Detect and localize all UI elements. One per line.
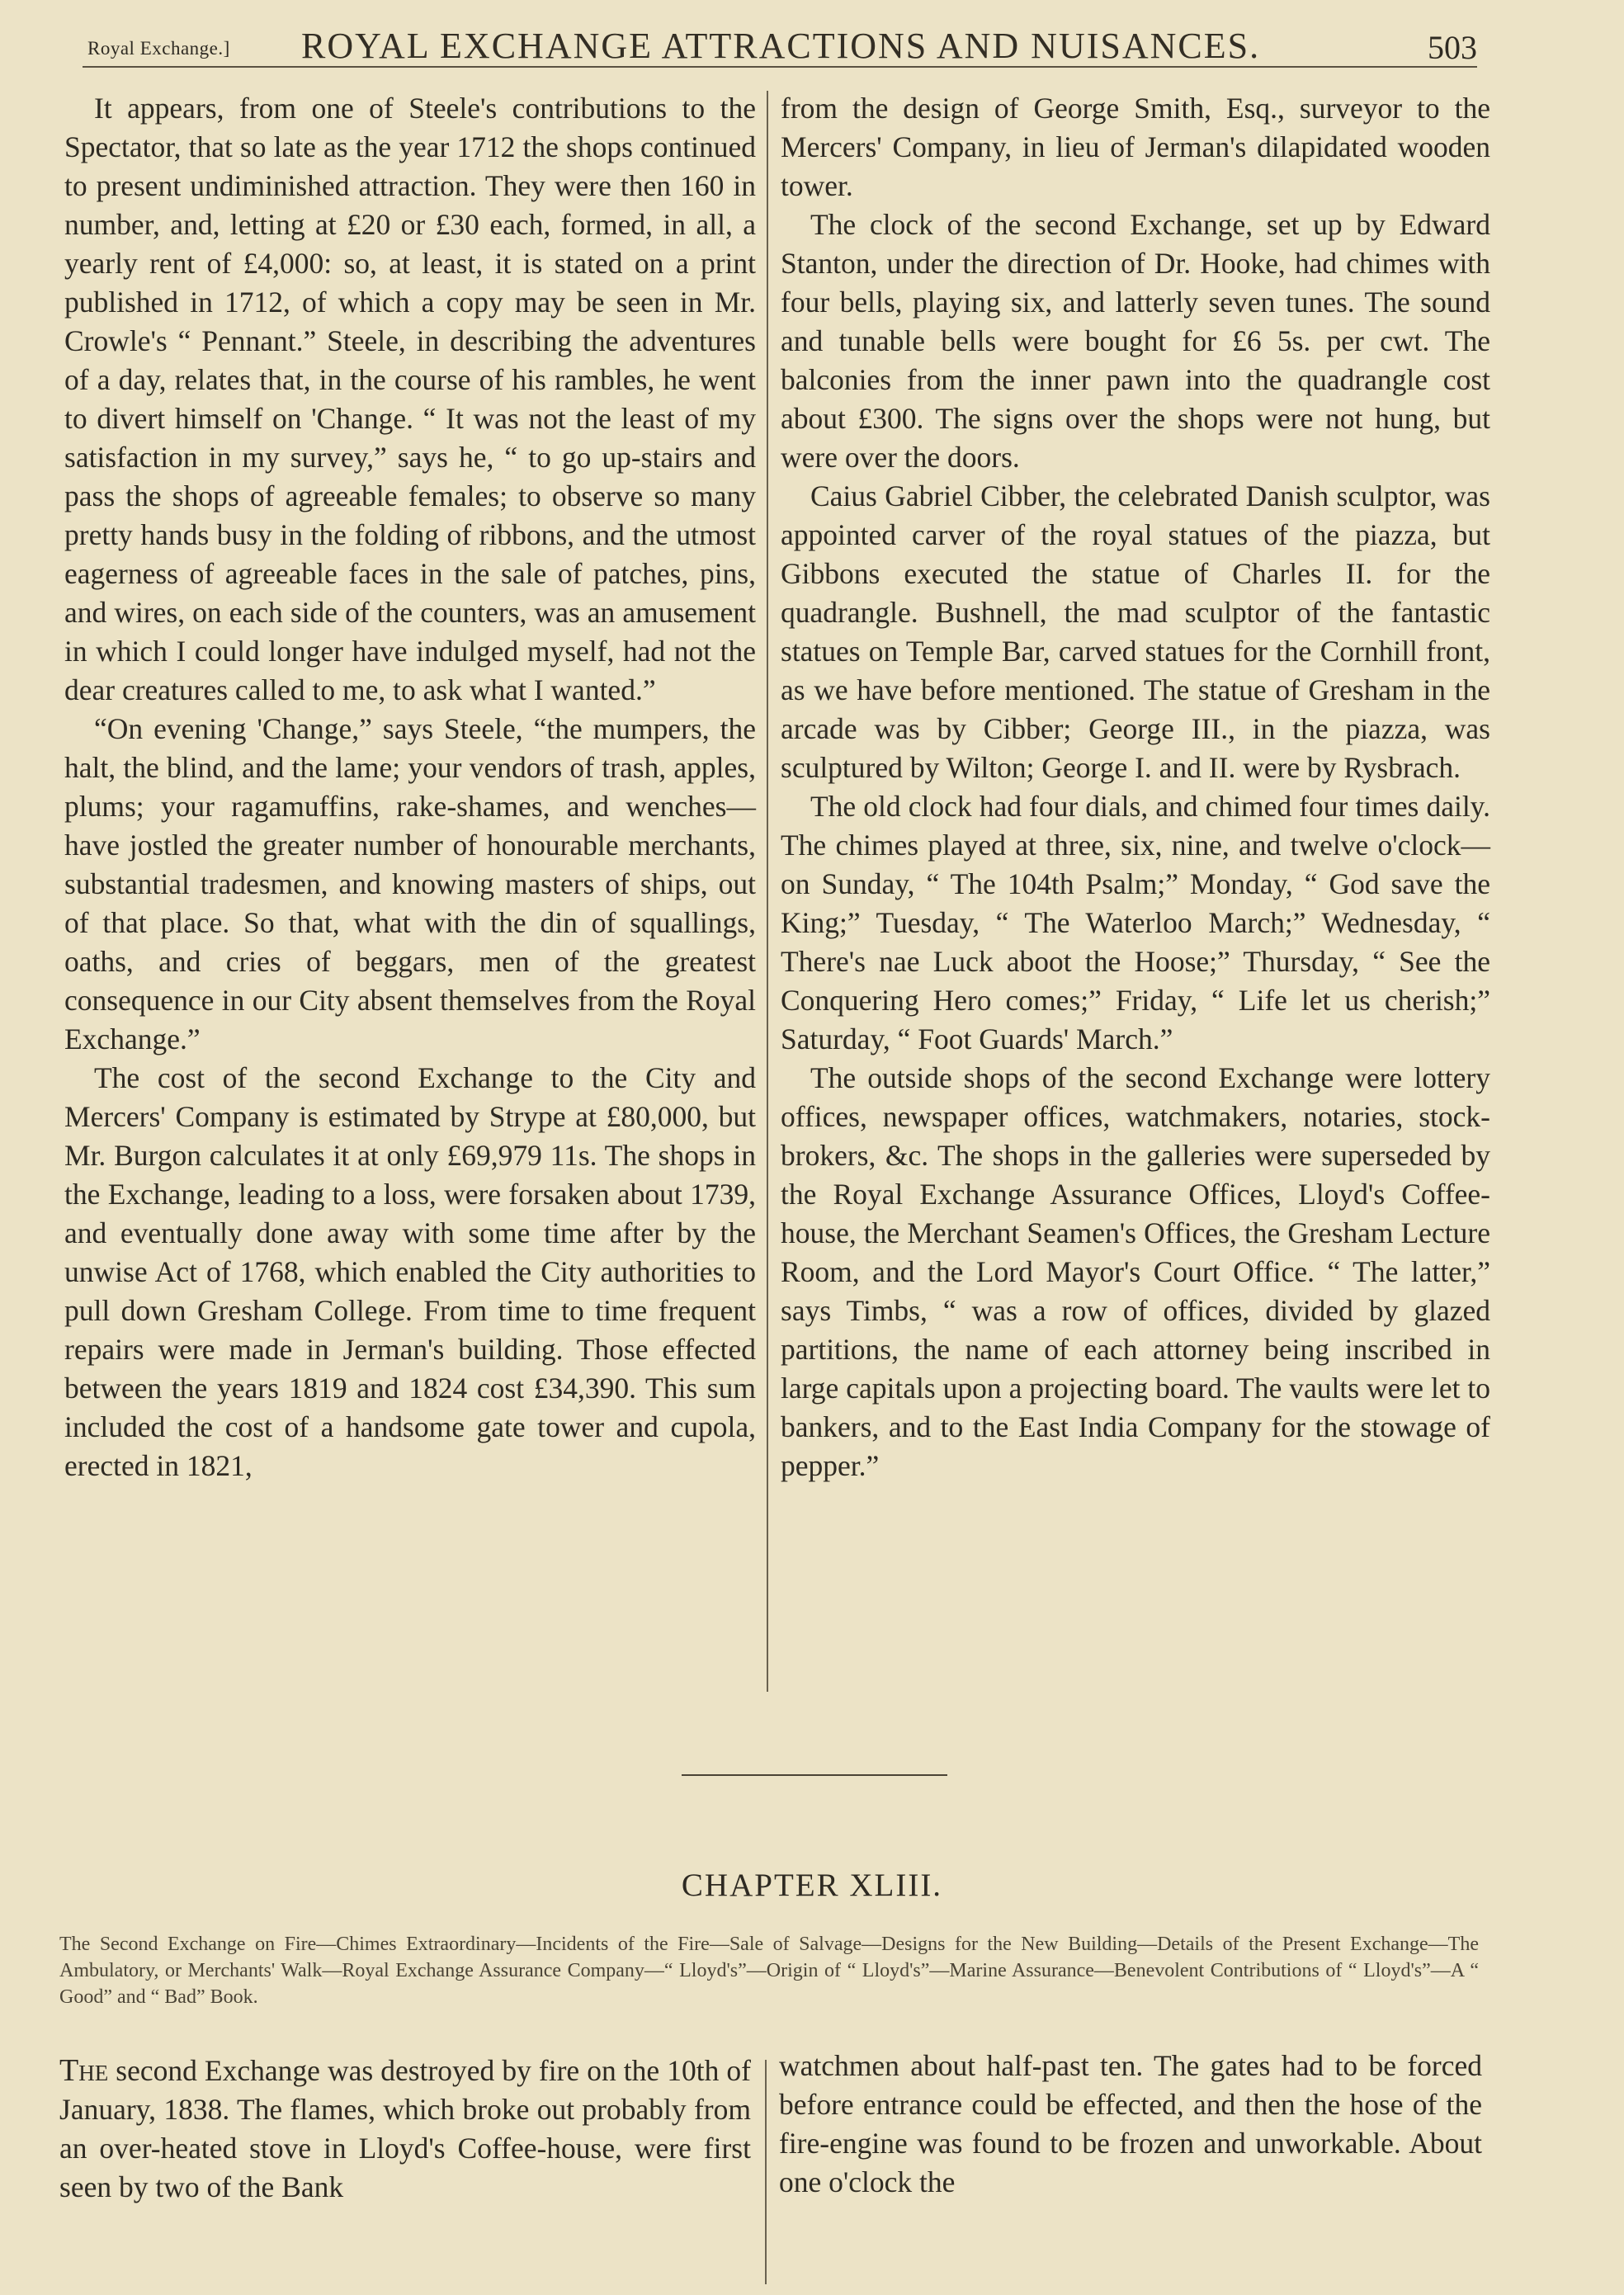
- paragraph: It appears, from one of Steele's contributions to the Spectator, that so late as the year 1712 the shops continued to present undiminished attraction. They were then 160 in number, and, letting at £20 or £30 each, formed, in all, a yearly rent of £4,000: so, at least, it is stated on a print published in 1712, of which a copy may be seen in Mr. Crowle's “ Pennant.” Steele, in describing the adventures of a day, relates that, in the course of his rambles, he went to divert himself on 'Change. “ It was not the least of my satisfaction in my survey,” says he, “ to go up-stairs and pass the shops of agreeable females; to observe so many pretty hands busy in the folding of ribbons, and the utmost eagerness of agreeable faces in the sale of patches, pins, and wires, on each side of the counters, was an amusement in which I could longer have indulged myself, had not the dear creatures called to me, to ask what I wanted.”: [64, 92, 756, 706]
- paragraph: The outside shops of the second Exchange were lottery offices, newspaper offices, watchmakers, notaries, stock-brokers, &c. The shops in the galleries were superseded by the Royal Exchange Assurance Offices, Lloyd's Coffee-house, the Merchant Seamen's Offices, the Gresham Lecture Room, and the Lord Mayor's Court Office. “ The latter,” says Timbs, “ was a row of offices, divided by glazed partitions, the name of each attorney being inscribed in large capitals upon a projecting board. The vaults were let to bankers, and to the East India Company for the stowage of pepper.”: [781, 1061, 1490, 1482]
- page-number: 503: [1428, 29, 1477, 66]
- paragraph: watchmen about half-past ten. The gates had to be forced before entrance could be effected, and then the hose of the fire-engine was found to be frozen and unworkable. About one o'clock the: [779, 2049, 1482, 2198]
- chapter-right-column: [779, 2047, 1482, 2202]
- header-rule: [83, 66, 1477, 68]
- left-column: [64, 89, 756, 1485]
- column-divider: [765, 2060, 767, 2284]
- paragraph: Caius Gabriel Cibber, the celebrated Danish sculptor, was appointed carver of the royal statues of the piazza, but Gibbons executed the statue of Charles II. for the quadrangle. Bushnell, the mad sculptor of the fantastic statues on Temple Bar, carved statues for the Cornhill front, as we have before mentioned. The statue of Gresham in the arcade was by Cibber; George III., in the piazza, was sculptured by Wilton; George I. and II. were by Rysbrach.: [781, 479, 1490, 784]
- chapter-synopsis: The Second Exchange on Fire—Chimes Extraordinary—Incidents of the Fire—Sale of Salvage—Designs for the New Building—Details of the Present Exchange—The Ambulatory, or Merchants' Walk—Royal Exchange Assurance Company—“ Lloyd's”—Origin of “ Lloyd's”—Marine Assurance—Benevolent Contributions of “ Lloyd's”—A “ Good” and “ Bad” Book.: [59, 1934, 1479, 2008]
- running-head: [83, 20, 1477, 69]
- paragraph: The cost of the second Exchange to the City and Mercers' Company is estimated by Strype at £80,000, but Mr. Burgon calculates it at only £69,979 11s. The shops in the Exchange, leading to a loss, were forsaken about 1739, and eventually done away with some time after by the unwise Act of 1768, which enabled the City authorities to pull down Gresham College. From time to time frequent repairs were made in Jerman's building. Those effected between the years 1819 and 1824 cost £34,390. This sum included the cost of a handsome gate tower and cupola, erected in 1821,: [64, 1061, 756, 1482]
- paragraph: The old clock had four dials, and chimed four times daily. The chimes played at three, six, nine, and twelve o'clock—on Sunday, “ The 104th Psalm;” Monday, “ God save the King;” Tuesday, “ The Waterloo March;” Wednesday, “ There's nae Luck aboot the Hoose;” Thursday, “ See the Conquering Hero comes;” Friday, “ Life let us cherish;” Saturday, “ Foot Guards' March.”: [781, 790, 1490, 1055]
- paragraph: “On evening 'Change,” says Steele, “the mumpers, the halt, the blind, and the lame; your vendors of trash, apples, plums; your ragamuffins, rake-shames, and wenches—have jostled the greater number of honourable merchants, substantial tradesmen, and knowing masters of ships, out of that place. So that, what with the din of squallings, oaths, and cries of beggars, men of the greatest consequence in our City absent themselves from the Royal Exchange.”: [64, 712, 756, 1055]
- running-head-title: ROYAL EXCHANGE ATTRACTIONS AND NUISANCES.: [301, 26, 1261, 66]
- column-divider: [767, 91, 768, 1692]
- paragraph-text: second Exchange was destroyed by fire on the 10th of January, 1838. The flames, which broke out probably from an over-heated stove in Lloyd's Coffee-house, were first seen by two of the Bank: [59, 2054, 751, 2203]
- paragraph: The clock of the second Exchange, set up by Edward Stanton, under the direction of Dr. Hooke, had chimes with four bells, playing six, and latterly seven tunes. The sound and tunable bells were bought for £6 5s. per cwt. The balconies from the inner pawn into the quadrangle cost about £300. The signs over the shops were not hung, but were over the doors.: [781, 208, 1490, 474]
- chapter-title: CHAPTER XLIII.: [681, 1868, 943, 1903]
- right-column: [781, 89, 1490, 1485]
- section-divider: [682, 1774, 947, 1776]
- chapter-left-column: [59, 2052, 751, 2207]
- paragraph: from the design of George Smith, Esq., surveyor to the Mercers' Company, in lieu of Jerman's dilapidated wooden tower.: [781, 92, 1490, 202]
- running-head-section: Royal Exchange.]: [87, 38, 230, 59]
- paragraph: [59, 2052, 751, 2207]
- lead-word: The: [59, 2053, 109, 2088]
